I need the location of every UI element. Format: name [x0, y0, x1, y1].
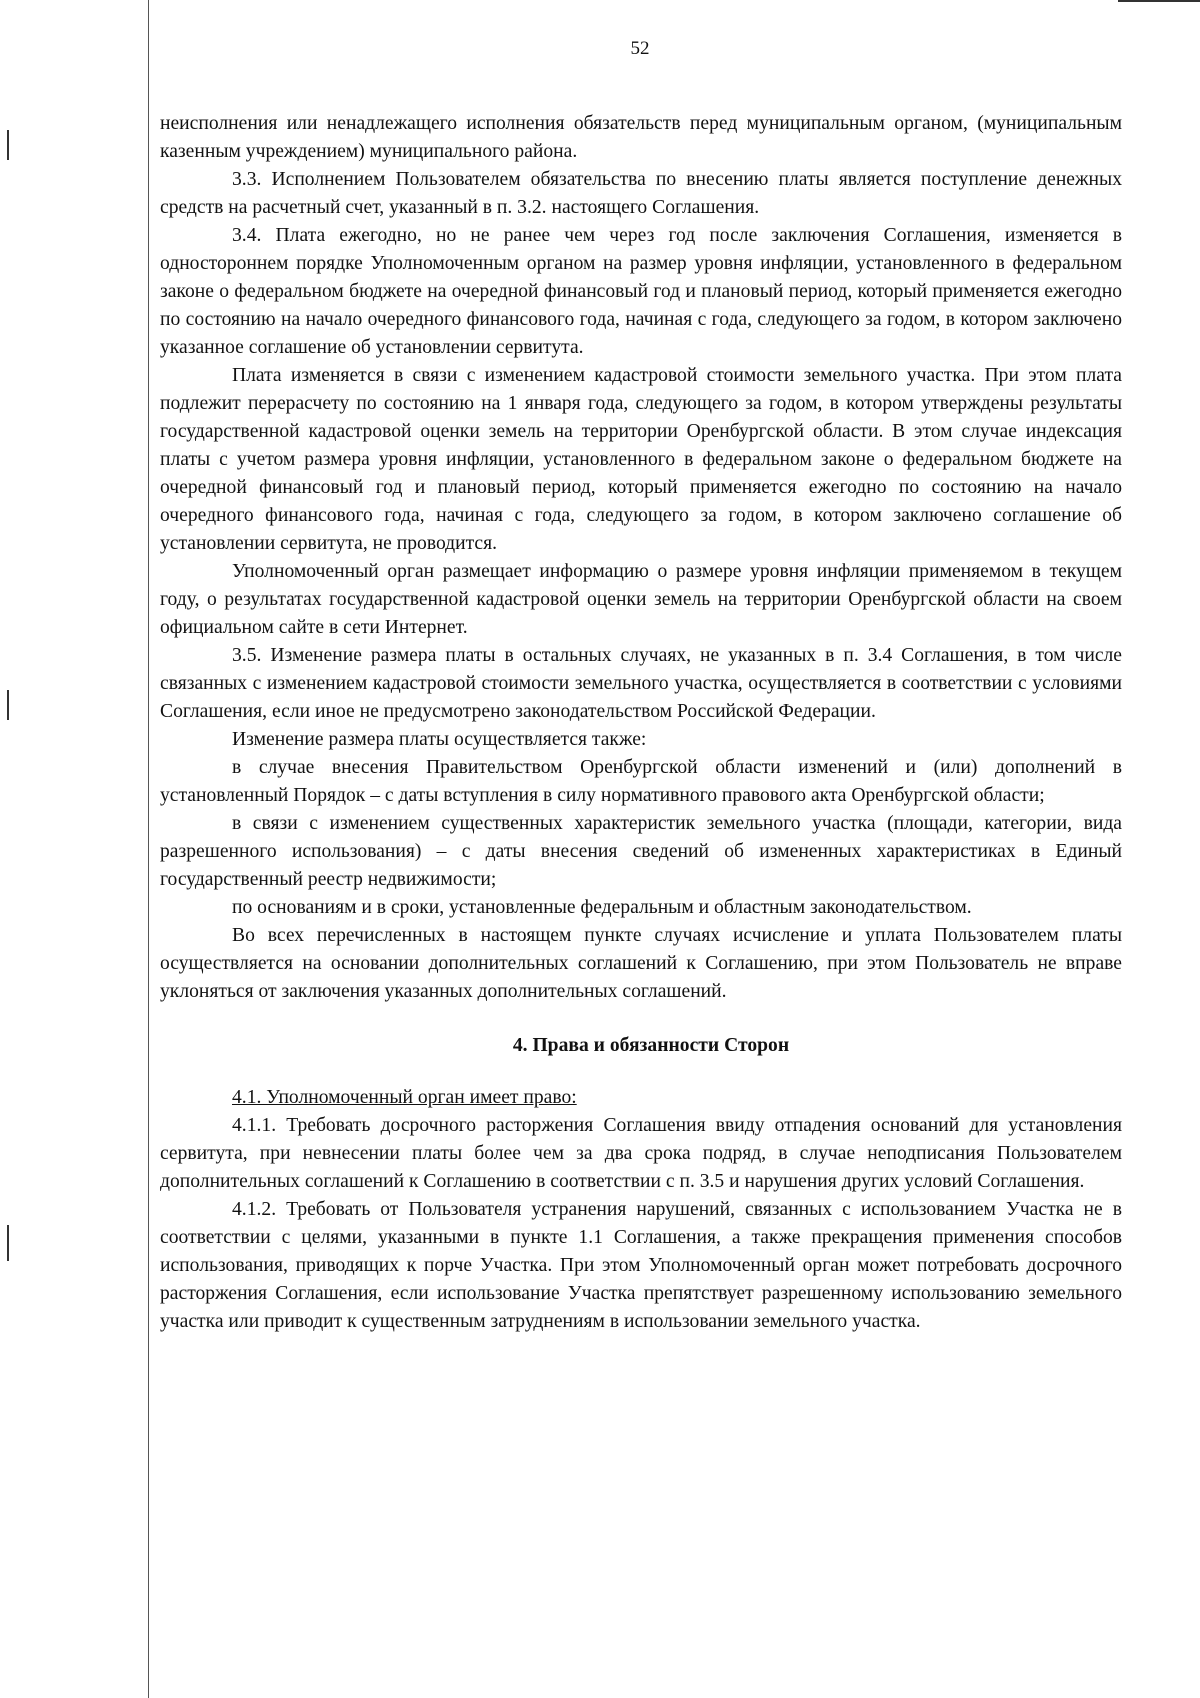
subsection-title — [160, 1084, 1122, 1112]
paragraph: 3.4. Плата ежегодно, но не ранее чем через год после заключения Соглашения, изменяется в одностороннем порядке Уполномоченным органом на размер уровня инфляции, установленного в федеральном законе о федеральном бюджете на очередной финансовый год и плановый период, который применяется ежегодно по состоянию на начало очередного финансового года, начиная с года, следующего за годом, в котором заключено указанное соглашение об установлении сервитута. — [160, 225, 1122, 358]
binding-margin-line — [148, 0, 149, 1698]
left-edge-mark — [7, 690, 9, 720]
paragraph: 4.1.2. Требовать от Пользователя устранения нарушений, связанных с использованием Участка не в соответствии с целями, указанными в пункте 1.1 Соглашения, а также прекращения применения способов использования, приводящих к порче Участка. При этом Уполномоченный орган может потребовать досрочного расторжения Соглашения, если использование Участка препятствует разрешенному использованию земельного участка или приводит к существенным затруднениям в использовании земельного участка. — [160, 1199, 1122, 1332]
paragraph: 4.1.1. Требовать досрочного расторжения Соглашения ввиду отпадения оснований для установления сервитута, при невнесении платы более чем за два срока подряд, в случае неподписания Пользователем дополнительных соглашений к Соглашению в соответствии с п. 3.5 и нарушения других условий Соглашения. — [160, 1115, 1122, 1192]
paragraph: Уполномоченный орган размещает информацию о размере уровня инфляции применяемом в текущем году, о результатах государственной кадастровой оценки земель на территории Оренбургской области на своем официальном сайте в сети Интернет. — [160, 561, 1122, 638]
paragraph: в случае внесения Правительством Оренбургской области изменений и (или) дополнений в установленный Порядок – с даты вступления в силу нормативного правового акта Оренбургской области; — [160, 757, 1122, 806]
subsection-title-text: 4.1. Уполномоченный орган имеет право: — [232, 1087, 577, 1108]
left-edge-mark — [7, 130, 9, 160]
left-edge-mark — [7, 1225, 9, 1261]
paragraph: неисполнения или ненадлежащего исполнения обязательств перед муниципальным органом, (муниципальным казенным учреждением) муниципального района. — [160, 113, 1122, 162]
paragraph: 3.3. Исполнением Пользователем обязательства по внесению платы является поступление денежных средств на расчетный счет, указанный в п. 3.2. настоящего Соглашения. — [160, 169, 1122, 218]
paragraphs-bottom — [160, 1112, 1122, 1336]
paragraph: по основаниям и в сроки, установленные федеральным и областным законодательством. — [232, 897, 972, 918]
paragraphs-top — [160, 110, 1122, 1006]
paragraph: Изменение размера платы осуществляется также: — [232, 729, 647, 750]
section-heading: 4. Права и обязанности Сторон — [512, 1035, 790, 1056]
document-body — [160, 110, 1122, 1336]
page-number: 52 — [630, 38, 650, 59]
top-right-mark — [1118, 0, 1200, 2]
paragraph: 3.5. Изменение размера платы в остальных случаях, не указанных в п. 3.4 Соглашения, в том числе связанных с изменением кадастровой стоимости земельного участка, осуществляется в соответствии с условиями Соглашения, если иное не предусмотрено законодательством Российской Федерации. — [160, 645, 1122, 722]
paragraph: Во всех перечисленных в настоящем пункте случаях исчисление и уплата Пользователем платы осуществляется на основании дополнительных соглашений к Соглашению, при этом Пользователь не вправе уклоняться от заключения указанных дополнительных соглашений. — [160, 925, 1122, 1002]
paragraph: в связи с изменением существенных характеристик земельного участка (площади, категории, вида разрешенного использования) – с даты внесения сведений об измененных характеристиках в Единый государственный реестр недвижимости; — [160, 813, 1122, 890]
paragraph: Плата изменяется в связи с изменением кадастровой стоимости земельного участка. При этом плата подлежит перерасчету по состоянию на 1 января года, следующего за годом, в котором утверждены результаты государственной кадастровой оценки земель на территории Оренбургской области. В этом случае индексация платы с учетом размера уровня инфляции, установленного в федеральном законе о федеральном бюджете на очередной финансовый год и плановый период, который применяется ежегодно по состоянию на начало очередного финансового года, начиная с года, следующего за годом, в котором заключено соглашение об установлении сервитута, не проводится. — [160, 365, 1122, 554]
